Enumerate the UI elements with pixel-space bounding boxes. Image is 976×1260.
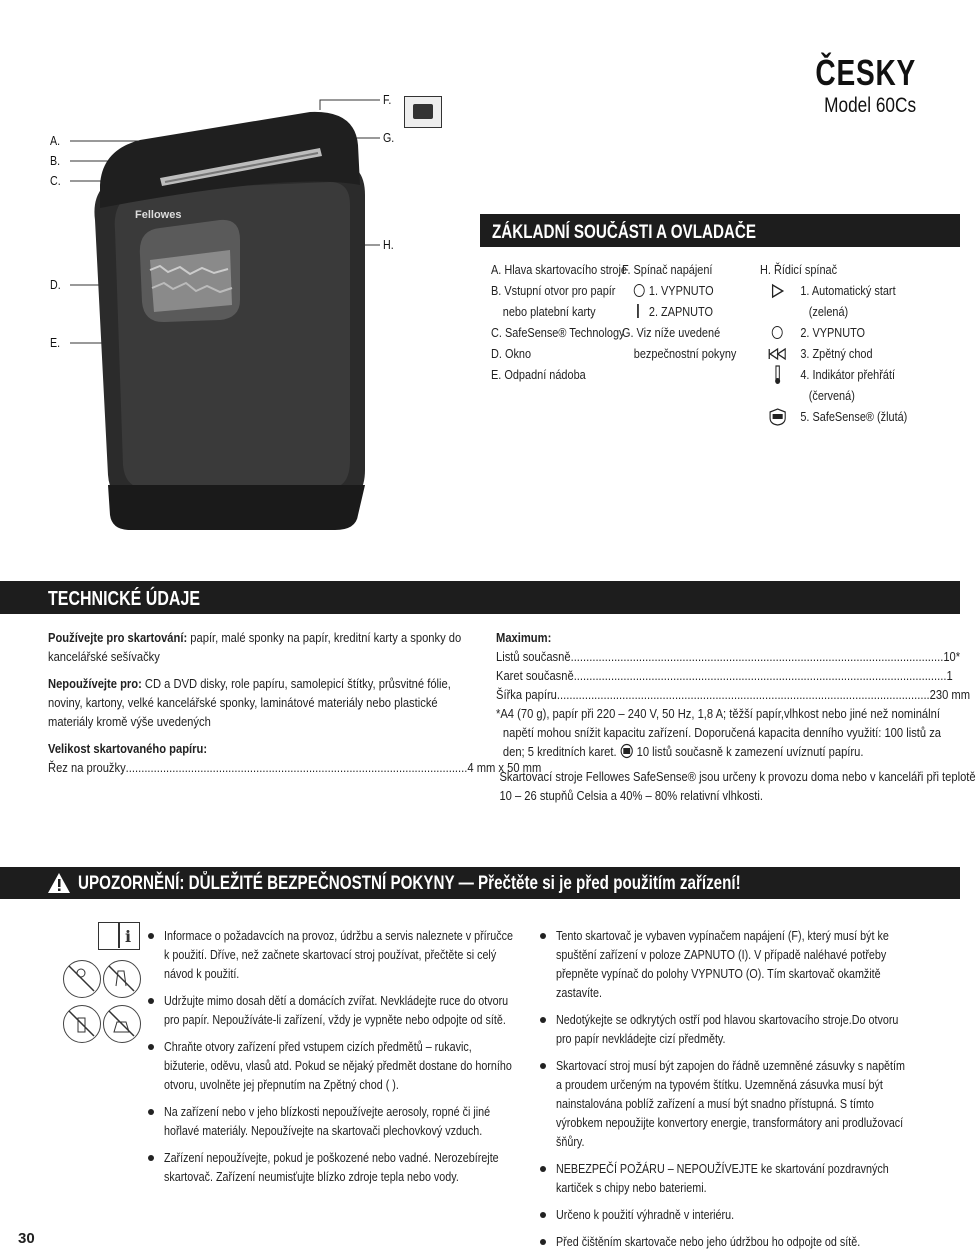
shredder-illustration <box>40 90 480 560</box>
paper-jam-icon <box>620 744 634 758</box>
safety-item: Tento skartovač je vybaven vypínačem napájení (F), který musí být ke spuštění zařízení v poloze ZAPNUTO (I). V případě naléhavé potřeby přepněte vypínač do polohy VYPNUTO (O). Tím skartovač okamžitě zastavíte. <box>540 927 910 1003</box>
dont-text-3: materiály kromě výše uvedených <box>48 714 211 729</box>
model-name: Model 60Cs <box>824 94 916 117</box>
note-2: napětí mohou snížit kapacitu zařízení. Doporučená kapacita denního využití: 100 listů za <box>502 725 942 740</box>
control-overheat: 4. Indikátor přehřátí <box>800 367 896 382</box>
use-label: Používejte pro skartování: <box>48 630 188 645</box>
strip-label: Řez na proužky <box>48 760 126 775</box>
cards-label: Karet současně <box>496 668 574 683</box>
width-value: 230 mm <box>929 687 971 702</box>
power-switch-inset <box>404 96 442 128</box>
safety-item: Zařízení nepoužívejte, pokud je poškozené nebo vadné. Nerozebírejte skartovač. Zařízení neumisťujte blízko zdroje tepla nebo vody. <box>148 1149 518 1187</box>
fig-label-b: B. <box>50 153 61 168</box>
page-number: 30 <box>18 1230 35 1247</box>
safety-list-right <box>540 927 910 1260</box>
no-loose-items-icon <box>103 1005 141 1043</box>
control-safesense: 5. SafeSense® (žlutá) <box>800 409 908 424</box>
safety-item: Chraňte otvory zařízení před vstupem cizích předmětů – rukavic, bižuterie, oděvu, vlasů atd. Pokud se nějaký předmět dostane do horního otvoru, uvolněte jej přepnutím na Zpětný chod ( ). <box>148 1038 518 1095</box>
dont-label: Nepoužívejte pro: <box>48 676 142 691</box>
note-1: *A4 (70 g), papír při 220 – 240 V, 50 Hz, 1,8 A; těžší papír,vlhkost nebo jiné než nominální <box>496 706 940 721</box>
control-auto-start-color: (zelená) <box>808 304 849 319</box>
env-1: Skartovací stroje Fellowes SafeSense® jsou určeny k provozu doma nebo v kanceláři při teplotě <box>499 769 976 784</box>
safety-item: Nedotýkejte se odkrytých ostří pod hlavou skartovacího stroje.Do otvoru pro papír nevkládejte cizí předměty. <box>540 1011 910 1049</box>
sheets-dots: ........................................................................................................................ <box>570 649 944 664</box>
safety-item: Informace o požadavcích na provoz, údržbu a servis naleznete v příručce k použití. Dříve, než začnete skartovací stroj používat, přečtěte si celý návod k použití. <box>148 927 518 984</box>
auto-start-icon <box>772 284 784 298</box>
component-h: H. Řídicí spínač <box>760 262 838 277</box>
component-c: C. SafeSense® Technology <box>491 325 625 340</box>
component-a: A. Hlava skartovacího stroje <box>491 262 627 277</box>
note-3b: 10 listů současně k zamezení uvíznutí papíru. <box>636 744 864 759</box>
component-b: B. Vstupní otvor pro papír <box>491 283 616 298</box>
off-circle-icon <box>634 284 645 297</box>
dont-text-1: CD a DVD disky, role papíru, samolepicí štítky, průsvitné fólie, <box>144 676 451 691</box>
specs-title-bar <box>0 581 960 614</box>
cards-dots: ........................................................................................................................ <box>573 668 947 683</box>
component-e: E. Odpadní nádoba <box>491 367 586 382</box>
safety-list-left <box>148 927 518 1195</box>
manual-icon: i <box>98 922 140 950</box>
component-d: D. Okno <box>491 346 532 361</box>
warning-icon <box>47 872 71 894</box>
components-col3 <box>760 259 950 427</box>
fig-label-g: G. <box>383 130 395 145</box>
width-dots: ........................................................................................................................ <box>556 687 930 702</box>
no-children-icon <box>63 960 101 998</box>
safety-item: Skartovací stroj musí být zapojen do řádně uzemněné zásuvky s napětím a proudem určeným na typovém štítku. Uzemněná zásuvka musí být nainstalována poblíž zařízení a musí být snadno přístupná. S tímto výrobkem nepoužijte konvertory energie, transformátory ani prodlužovací šňůry. <box>540 1057 910 1152</box>
components-title-bar <box>480 214 960 247</box>
env-2: 10 – 26 stupňů Celsia a 40% – 80% relativní vlhkosti. <box>499 788 763 803</box>
strip-value: 4 mm x 50 mm <box>467 760 542 775</box>
safety-item: Určeno k použití výhradně v interiéru. <box>540 1206 910 1225</box>
fig-label-d: D. <box>50 277 61 292</box>
switch-on-label: 2. ZAPNUTO <box>648 304 714 319</box>
cards-value: 1 <box>946 668 953 683</box>
control-reverse: 3. Zpětný chod <box>800 346 873 361</box>
sheets-value: 10* <box>943 649 961 664</box>
component-g: G. Viz níže uvedené <box>622 325 721 340</box>
components-col1 <box>491 259 627 385</box>
use-text-2: kancelářské sešívačky <box>48 649 160 664</box>
thermometer-icon <box>773 365 781 385</box>
control-off: 2. VYPNUTO <box>800 325 866 340</box>
fig-label-h: H. <box>383 237 394 252</box>
component-g-cont: bezpečnostní pokyny <box>633 346 737 361</box>
specs-right <box>496 628 976 805</box>
safety-item: Před čištěním skartovače nebo jeho údržbou ho odpojte od sítě. <box>540 1233 910 1252</box>
component-f: F. Spínač napájení <box>622 262 713 277</box>
reverse-icon <box>768 348 786 360</box>
switch-icon <box>413 104 433 119</box>
fig-label-c: C. <box>50 173 61 188</box>
safesense-icon <box>768 408 786 426</box>
language-title: ČESKY <box>815 52 916 93</box>
safety-item: NEBEZPEČÍ POŽÁRU – NEPOUŽÍVEJTE ke skartování pozdravných kartiček s chipy nebo bateriemi. <box>540 1160 910 1198</box>
on-line-icon <box>637 304 639 318</box>
no-aerosol-icon <box>63 1005 101 1043</box>
fig-label-e: E. <box>50 335 61 350</box>
fig-label-f: F. <box>383 92 392 107</box>
fig-label-a: A. <box>50 133 61 148</box>
control-auto-start: 1. Automatický start <box>800 283 896 298</box>
warning-title: UPOZORNĚNÍ: DŮLEŽITÉ BEZPEČNOSTNÍ POKYNY — Přečtěte si je před použitím zařízení! <box>78 873 741 894</box>
width-label: Šířka papíru <box>496 687 557 702</box>
specs-title: TECHNICKÉ ÚDAJE <box>48 588 201 610</box>
sheets-label: Listů současně <box>496 649 571 664</box>
control-overheat-color: (červená) <box>808 388 855 403</box>
strip-dots: .............................................................................................................. <box>125 760 468 775</box>
size-label: Velikost skartovaného papíru: <box>48 741 208 756</box>
components-col2 <box>622 259 757 364</box>
warning-title-bar <box>0 867 960 899</box>
use-text-1: papír, malé sponky na papír, kreditní karty a sponky do <box>190 630 462 645</box>
components-title: ZÁKLADNÍ SOUČÁSTI A OVLADAČE <box>492 222 757 243</box>
switch-off-label: 1. VYPNUTO <box>648 283 714 298</box>
svg-text:Fellowes: Fellowes <box>135 209 182 221</box>
safety-item: Udržujte mimo dosah dětí a domácích zvířat. Nevkládejte ruce do otvoru pro papír. Nepoužíváte-li zařízení, vždy je vypněte nebo odpojte od sítě. <box>148 992 518 1030</box>
dont-text-2: noviny, kartony, velké kancelářské sponky, laminátové materiály nebo plastické <box>48 695 438 710</box>
max-label: Maximum: <box>496 630 552 645</box>
component-b-cont: nebo platební karty <box>502 304 596 319</box>
safety-item: Na zařízení nebo v jeho blízkosti nepoužívejte aerosoly, ropné či jiné hořlavé materiály. Nepoužívejte na skartovači plechovkový vzduch. <box>148 1103 518 1141</box>
off-circle-icon <box>772 326 783 339</box>
no-hands-icon <box>103 960 141 998</box>
note-3a: den; 5 kreditních karet. <box>502 744 617 759</box>
